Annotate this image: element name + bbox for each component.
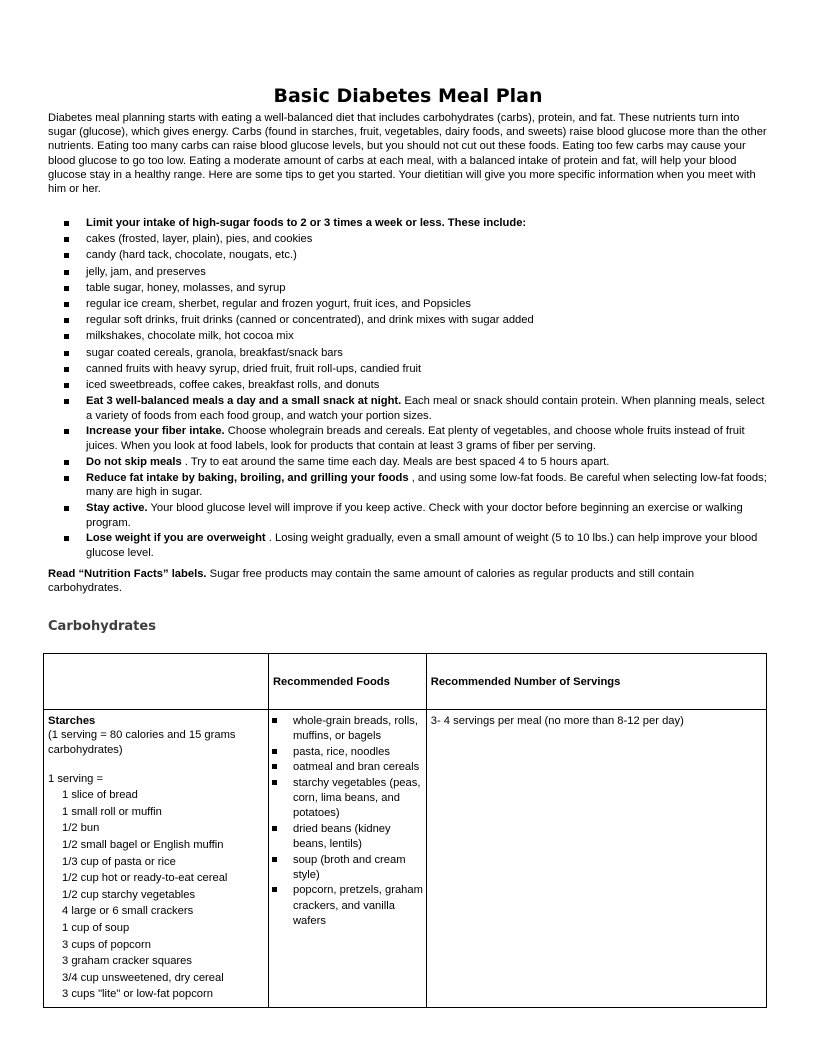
list-item: 3 cups "lite" or low-fat popcorn [62,988,213,1001]
tip-text: , and using some low-fat foods. Be careful when selecting low-fat foods; many are high in sugar. [86,471,767,499]
square-bullet-icon [64,429,69,434]
list-item [271,883,424,929]
tip-text: cakes (frosted, layer, plain), pies, and cookies [86,233,313,246]
square-bullet-icon [272,764,277,769]
square-bullet-icon [272,857,277,862]
starches-cell [44,710,269,1008]
square-bullet-icon [64,506,69,511]
list-item [48,424,770,453]
tip-text: iced sweetbreads, coffee cakes, breakfast rolls, and donuts [86,378,380,391]
list-item [48,346,770,361]
food-text: oatmeal and bran cereals [292,761,420,774]
tip-text: milkshakes, chocolate milk, hot cocoa mix [86,330,294,343]
nutrition-facts-bold: Read “Nutrition Facts” labels. [48,568,207,580]
square-bullet-icon [272,780,277,785]
food-text: starchy vegetables (peas, corn, lima beans, and potatoes) [292,776,421,820]
tip-text: sugar coated cereals, granola, breakfast/snack bars [86,346,343,359]
tip-text: regular soft drinks, fruit drinks (canned or concentrated), and drink mixes with sugar added [86,314,534,327]
tip-bold: Lose weight if you are overweight [86,532,266,545]
list-item [271,822,424,853]
tip-bold: Limit your intake of high-sugar foods to 2 or 3 times a week or less. These include: [86,217,527,229]
tip-bold: Do not skip meals [86,455,182,468]
tips-list [48,216,770,562]
table-header-row [44,654,767,710]
food-text: pasta, rice, noodles [292,745,390,758]
square-bullet-icon [64,318,69,323]
list-item [48,501,770,530]
list-item: 3 cups of popcorn [62,938,151,951]
food-text: whole-grain breads, rolls, muffins, or bagels [292,715,418,743]
table-row [44,710,767,1008]
list-item [48,216,770,231]
list-item: 1/2 cup starchy vegetables [62,888,196,901]
list-item [48,378,770,393]
list-item [271,760,424,775]
tip-text: Choose wholegrain breads and cereals. Eat plenty of vegetables, and choose whole fruits instead of fruit juices. When you look at food labels, look for products that contain at least 3 grams of fiber per serving. [86,425,745,453]
square-bullet-icon [64,367,69,372]
list-item [48,281,770,296]
tip-bold: Stay active. [86,501,148,514]
list-item [271,853,424,884]
starches-note: (1 serving = 80 calories and 15 grams carbohydrates) [48,729,236,756]
recommended-foods-cell [268,710,426,1008]
list-item: 1 slice of bread [62,789,138,802]
square-bullet-icon [64,302,69,307]
square-bullet-icon [64,221,69,226]
tip-text: . Losing weight gradually, even a small amount of weight (5 to 10 lbs.) can help improve your blood glucose level. [86,532,758,559]
section-heading-carbohydrates: Carbohydrates [48,619,156,634]
recommended-servings-text: 3- 4 servings per meal (no more than 8-12 per day) [430,715,684,727]
list-item [48,531,770,560]
square-bullet-icon [272,749,277,754]
list-item: 1/2 cup hot or ready-to-eat cereal [62,872,228,885]
tip-text: table sugar, honey, molasses, and syrup [86,281,286,294]
tip-text: Your blood glucose level will improve if you keep active. Check with your doctor before beginning an exercise or walking program. [86,501,743,529]
tip-text: canned fruits with heavy syrup, dried fruit, fruit roll-ups, candied fruit [86,362,422,375]
list-item [48,471,770,500]
list-item [48,232,770,247]
list-item: 1/3 cup of pasta or rice [62,855,176,868]
table-header-cell: Recommended Number of Servings [426,654,766,710]
list-item [48,362,770,377]
list-item [48,329,770,344]
food-text: soup (broth and cream style) [292,853,406,882]
list-item [48,248,770,263]
list-item [48,455,770,470]
list-item: 3/4 cup unsweetened, dry cereal [62,971,224,984]
list-item: 3 graham cracker squares [62,955,192,968]
nutrition-facts-paragraph [48,567,770,595]
list-item: 1 small roll or muffin [62,805,162,818]
list-item [271,714,424,745]
list-item [48,297,770,312]
tip-bold: Reduce fat intake by baking, broiling, and grilling your foods [86,471,409,484]
list-item [271,776,424,822]
list-item [48,265,770,280]
food-text: popcorn, pretzels, graham crackers, and vanilla wafers [292,884,423,928]
list-item: 1/2 bun [62,822,100,835]
serving-list [48,787,264,1003]
tip-text: . Try to eat around the same time each day. Meals are best spaced 4 to 5 hours apart. [181,455,610,468]
list-item [271,745,424,760]
recommended-servings-cell [426,710,766,1008]
tip-text: Each meal or snack should contain protein. When planning meals, select a variety of foods from each food group, and watch your portion sizes. [86,395,765,422]
intro-paragraph: Diabetes meal planning starts with eating a well-balanced diet that includes carbohydrates (carbs), protein, and fat. These nutrients turn into sugar (glucose), which gives energy. Carbs (found in starches, fruit, vegetables, dairy foods, and sweets) raise blood glucose more than the other nutrients. Eating too many carbs can raise blood glucose levels, but you should not cut out these foods. Eating too few carbs may cause your blood glucose to go too low. Eating a moderate amount of carbs at each meal, with a balanced intake of protein and fat, will help your blood glucose stay in a healthy range. Here are some tips to get you started. Your dietitian will give you more specific information when you meet with him or her. [48,112,767,196]
carbohydrates-table [43,653,767,1008]
list-item: 1/2 small bagel or English muffin [62,839,224,851]
list-item: 4 large or 6 small crackers [62,905,194,918]
square-bullet-icon [64,536,69,541]
square-bullet-icon [64,399,69,404]
square-bullet-icon [64,270,69,275]
square-bullet-icon [64,253,69,258]
list-item [48,394,770,423]
list-item: 1 cup of soup [62,921,130,934]
tip-text: candy (hard tack, chocolate, nougats, etc.) [86,249,297,262]
square-bullet-icon [64,237,69,242]
table-header-cell [44,654,269,710]
page-title: Basic Diabetes Meal Plan [273,85,543,107]
serving-label: 1 serving = [48,773,104,786]
square-bullet-icon [64,334,69,339]
foods-list [269,710,426,934]
list-item [48,313,770,328]
square-bullet-icon [64,383,69,388]
tip-text: jelly, jam, and preserves [86,265,206,278]
starches-title: Starches [48,715,96,727]
square-bullet-icon [272,887,277,892]
tip-text: regular ice cream, sherbet, regular and frozen yogurt, fruit ices, and Popsicles [86,297,471,310]
square-bullet-icon [64,460,69,465]
square-bullet-icon [272,826,277,831]
square-bullet-icon [64,351,69,356]
square-bullet-icon [64,286,69,291]
food-text: dried beans (kidney beans, lentils) [292,822,391,851]
tip-bold: Increase your fiber intake. [86,425,225,438]
nutrition-facts-text: Sugar free products may contain the same amount of calories as regular products and still contain carbohydrates. [48,568,695,595]
square-bullet-icon [64,476,69,481]
table-header-cell: Recommended Foods [268,654,426,710]
square-bullet-icon [272,718,277,723]
tip-bold: Eat 3 well-balanced meals a day and a small snack at night. [86,395,402,408]
